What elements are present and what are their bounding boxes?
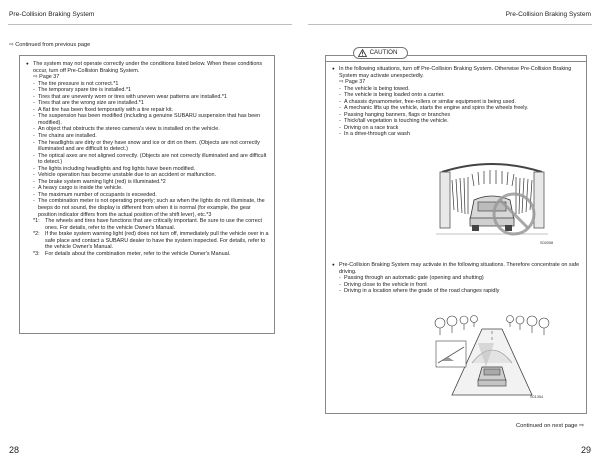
list-item: - Driving on a race track	[331, 125, 583, 132]
list-item: - The vehicle is being towed.	[331, 86, 583, 93]
caution-intro: ● In the following situations, turn off Pre-Collision Braking System. Otherwise Pre-Collision Braking System may activate unexpectedly.	[331, 66, 583, 79]
list-item: - The vehicle is being loaded onto a carrier.	[331, 92, 583, 99]
page-reference: ⇨ Page 37	[33, 74, 60, 81]
list-item: - The suspension has been modified (including a genuine SUBARU suspension that has been modified).	[25, 113, 269, 126]
list-item: - An object that obstructs the stereo camera's view is installed on the vehicle.	[25, 126, 269, 133]
list-item: - The combination meter is not operating properly; such as when the lights do not illuminate, the beeps do not sound, the display is different from when it is normal (for example, the gear position indicator differs from the actual position of the shift lever), etc.*3	[25, 198, 269, 218]
footnote-key: *3:	[33, 250, 40, 257]
list-item: - A heavy cargo is inside the vehicle.	[25, 185, 269, 192]
list-item: - The optical axes are not aligned correctly. (Objects are not correctly illuminated and are difficult to detect.)	[25, 153, 269, 166]
caution-divider	[325, 61, 587, 62]
page-header-right: Pre-Collision Braking System	[505, 11, 591, 18]
footnote-key: *2:	[33, 231, 40, 238]
page-reference: ⇨ Page 37	[339, 79, 366, 86]
header-divider-right	[308, 24, 592, 25]
warning-icon	[358, 49, 367, 57]
list-item: - Driving in a location where the grade of the road changes rapidly	[331, 288, 583, 295]
list-item: - Passing through an automatic gate (opening and shutting)	[331, 275, 583, 282]
footnote	[25, 251, 269, 258]
list-item: - Driving close to the vehicle in front	[331, 282, 583, 289]
illustration-id: S00058	[540, 241, 554, 245]
list-item: - A mechanic lifts up the vehicle, starts the engine and spins the wheels freely.	[331, 105, 583, 112]
list-item: - A flat tire has been fixed temporarily with a tire repair kit.	[25, 107, 269, 114]
footnote-key: *1:	[33, 218, 40, 225]
footnote-text: For details about the combination meter, refer to the vehicle Owner's Manual.	[45, 250, 231, 257]
list-item: - Thick/tall vegetation is touching the vehicle.	[331, 118, 583, 125]
page-number-left: 28	[9, 445, 20, 455]
header-divider-left	[8, 24, 292, 25]
list-item: - The brake system warning light (red) is illuminated.*2	[25, 179, 269, 186]
footnote	[25, 218, 269, 231]
car-wash-illustration	[432, 150, 552, 248]
list-item: - Vehicle operation has become unstable due to an accident or malfunction.	[25, 172, 269, 179]
footnote-text: The wheels and tires have functions that are critically important. Be sure to use the correct ones. For details, refer to the vehicle Owner's Manual.	[45, 218, 263, 231]
list-item: - The tire pressure is not correct.*1	[25, 81, 269, 88]
list-item: - Tires that are unevenly worn or tires with uneven wear patterns are installed.*1	[25, 94, 269, 101]
footnote-text: If the brake system warning light (red) does not turn off, immediately pull the vehicle over in a safe place and contact a SUBARU dealer to have the system inspected. For details, refer to the vehicle Owner's Manual.	[45, 231, 269, 251]
caution-content	[331, 66, 583, 138]
list-item: - The temporary spare tire is installed.*1	[25, 87, 269, 94]
list-item: - The headlights are dirty or they have snow and ice or dirt on them. (Objects are not correctly illuminated and are difficult to detect.)	[25, 140, 269, 153]
conditions-intro: ● The system may not operate correctly under the conditions listed below. When these conditions occur, turn off Pre-Collision Braking System.	[25, 61, 269, 74]
list-item: - Tire chains are installed.	[25, 133, 269, 140]
caution-label	[353, 47, 408, 59]
list-item: - The lights including headlights and fog lights have been modified.	[25, 166, 269, 173]
list-item: - A chassis dynamometer, free-rollers or similar equipment is being used.	[331, 99, 583, 106]
road-grade-illustration	[432, 303, 552, 403]
activation-content	[331, 262, 583, 295]
continued-from-previous: ⇨ Continued from previous page	[9, 42, 91, 48]
list-item: - The maximum number of occupants is exceeded.	[25, 192, 269, 199]
page-header-left: Pre-Collision Braking System	[9, 11, 95, 18]
footnote	[25, 231, 269, 251]
caution-text: CAUTION	[369, 49, 398, 56]
page-number-right: 29	[580, 445, 591, 455]
continued-on-next-page: Continued on next page ⇨	[515, 423, 584, 429]
activation-intro: ● Pre-Collision Braking System may activate in the following situations. Therefore concentrate on safe driving.	[331, 262, 583, 275]
illustration-id: S01354	[530, 395, 544, 399]
list-item: - In a drive-through car wash	[331, 131, 583, 138]
conditions-box	[19, 55, 275, 334]
list-item: - Passing hanging banners, flags or branches	[331, 112, 583, 119]
list-item: - Tires that are the wrong size are installed.*1	[25, 100, 269, 107]
